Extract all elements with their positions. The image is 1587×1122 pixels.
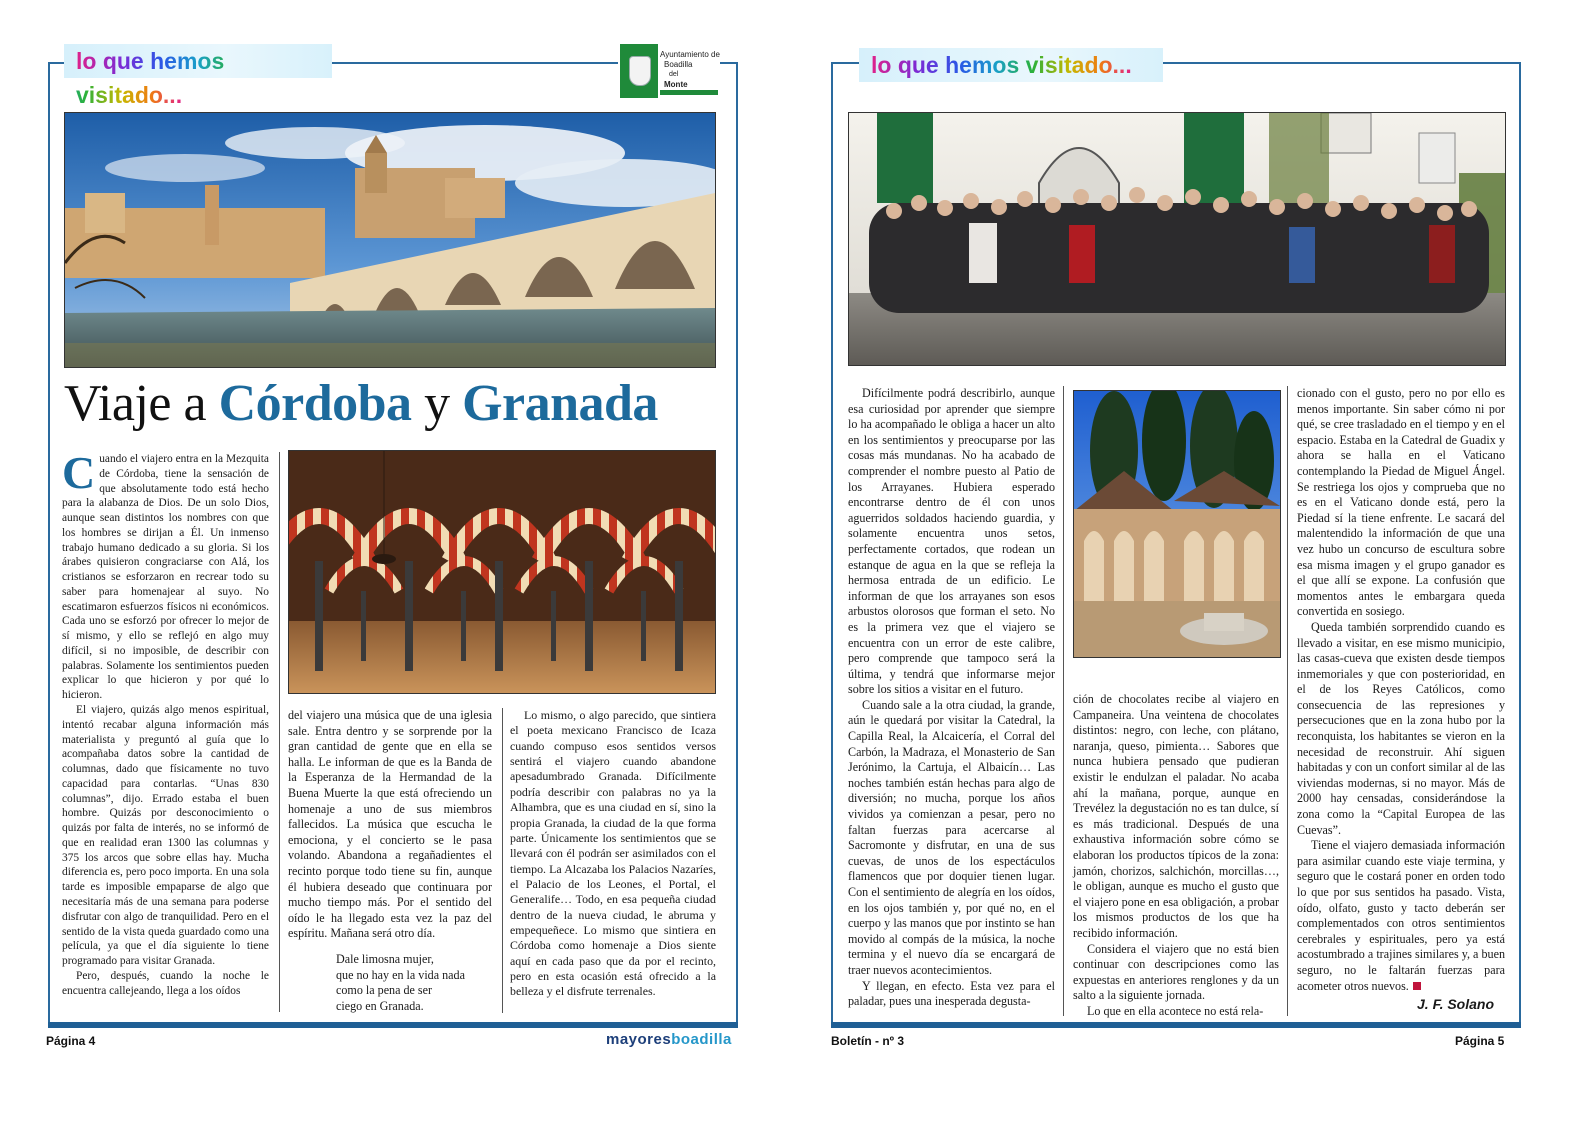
paragraph: Considera el viajero que no está bien continuar con descripciones como las expuestas en anteriores renglones y da un salto a la siguiente jornada.	[1073, 941, 1279, 1003]
column-divider	[1063, 386, 1064, 1016]
paragraph: cionado con el gusto, pero no por ello es menos importante. Sin saber cómo ni por qué, se cree trasladado en el tiempo y en el espacio. Estaba en la Catedral de Guadix y ahora se halla en el Vaticano contemplando la Piedad de Miguel Ángel. Se restriega los ojos y comprueba que no es en el Vaticano donde está, pero la Piedad sí la tiene enfrente. Le sacará del malentendido la información de que una vez hubo un concurso de escultura sobre esa misma imagen y el grupo ganador es el que allí se expone. La confusión que momentos antes le embargara queda convertida en sosiego.	[1297, 386, 1505, 619]
logo-line-2: Boadilla	[664, 60, 693, 69]
frame-top-line	[48, 62, 64, 64]
section-banner	[859, 48, 1163, 82]
logo-line-1: Ayuntamiento de	[660, 50, 720, 59]
section-banner-text: lo que hemos visitado...	[871, 52, 1132, 78]
frame-left-line	[831, 62, 833, 1026]
frame-right-line	[1519, 62, 1521, 1026]
section-banner	[64, 44, 332, 108]
paragraph: El viajero, quizás algo menos espiritual, intentó recabar alguna información más materialista y preguntó al guía que lo acompañaba datos sobre la cantidad de columnas, dado que físicamente no tuvo capacidad para contarlas. “Unas 830 columnas”, dijo. Errado estaba el buen hombre. Quizás por desconocimiento o quizás por falta de interés, no se informó de que en realidad eran 1300 las columnas y 375 los arcos que sobre ellas hay. Mucha diferencia es, pero poco importa. En una sola tarde es imposible empaparse de algo que necesitaría más de una semana para poderse disfrutar con algo de tranquilidad. Pero en el sentido de la vista queda guardado como una película, ya que el día siguiente lo tiene programado para visitar Granada.	[62, 704, 269, 968]
brand-part-b: boadilla	[671, 1031, 732, 1048]
end-of-article-icon	[1413, 982, 1421, 990]
page-number-4: Página 4	[46, 1034, 96, 1048]
frame-left-line	[48, 62, 50, 1026]
frame-bottom-bar	[831, 1022, 1521, 1028]
paragraph: Pero, después, cuando la noche le encuentra callejeando, llega a los oídos	[62, 969, 269, 997]
paragraph-text: Tiene el viajero demasiada información para asimilar cuando este viaje termina, y seguro que le costará poner en orden todo lo que por sus sentidos ha pasado. Vista, oído, olfato, gusto y tacto deberán ser complementados con otros sentimientos cerebrales y espirituales, pero ya está acostumbrado a trajines similares y, a buen seguro, no le faltarán fuerzas para acometer otros nuevos.	[1297, 838, 1505, 993]
paragraph-text: uando el viajero entra en la Mezquita de Córdoba, tiene la sensación de que absolutamente todo está hecho para la alabanza de Dios. De un solo Dios, aunque sean distintos los nombres con que los hombres se dirijan a Él. Un inmenso trabajo humano dedicado a su gloria. Si los árabes quisieron congraciarse con Alá, los cristianos se esforzaron en recrear todo su saber para homenajear al suyo. No escatimaron esfuerzos físicos ni económicos. Cada uno se esforzó por ofrecer lo mejor de sí mismo, y ello se reflejó en algo muy difícil, si no imposible, de describir con palabras. Solamente los sentimientos pueden explicar lo que hicieron y por qué lo hicieron.	[62, 453, 269, 702]
paragraph: Difícilmente podrá describirlo, aunque esa curiosidad por aprender que siempre lo ha acompañado le obliga a hacer un alto en los sentimientos y preocuparse por las cosas más mundanas. No ha acabado de comprender el nombre puesto al Patio de los Arrayanes. Hubiera esperado encontrarse dentro de él con unos aguerridos soldados haciendo guardia, y solamente encuentra unos setos, perfectamente cortados, que rodean un estanque de agua en la que se refleja la hermosa entrada de un edificio. Le informan de que los arrayanes son esos arbustos olorosos que forman el seto. No es la primera vez que el viajero se encuentra con un error de este calibre, pero comprende que tampoco será la última, y tendrá que informarse mejor sobre los sitios a visitar en el futuro.	[848, 386, 1055, 697]
poem-line: Dale limosna mujer,	[336, 951, 434, 966]
coat-of-arms-icon	[620, 44, 658, 98]
paragraph: Cuando sale a la otra ciudad, la grande, aún le quedará por visitar la Catedral, la Capilla Real, la Alcaicería, el Corral del Carbón, la Madraza, el Monasterio de San Jerónimo, la Cartuja, el Albaicín… Las noches también están hechas para algo de diversión; no mucha, porque los años vividos ya comienzan a pesar, pero no faltan fuerzas para acercarse al Sacromonte y disfrutar, en una de sus cuevas, de unos de los espectáculos flamencos que por doquier tienen lugar. Con el sentimiento de alegría en los oídos, en los ojos también y, por qué no, en el cuerpo y las manos que por instinto se han movido al compás de la música, la noche termina y el nuevo día se encargará de traer nuevos acontecimientos.	[848, 697, 1055, 977]
right-column-3	[1297, 386, 1505, 996]
frame-right-line	[736, 62, 738, 1026]
title-prefix: Viaje a	[64, 375, 219, 432]
frame-bottom-bar	[48, 1022, 738, 1028]
title-city-cordoba: Córdoba	[218, 375, 412, 432]
column-divider	[279, 452, 280, 1012]
column-divider	[1287, 386, 1288, 1016]
paragraph	[1297, 838, 1505, 994]
logo-line-3: del	[669, 71, 679, 78]
poem-line: como la pena de ser	[336, 983, 433, 998]
right-page	[793, 0, 1587, 1122]
section-banner-text: lo que hemos visitado...	[76, 48, 225, 108]
logo-bar	[660, 90, 718, 95]
paragraph: Queda también sorprendido cuando es llevado a visitar, en ese mismo municipio, las casas-cueva que existen desde tiempos inmemoriales y que con posterioridad, en el de los Reyes Católicos, como consecuencia de las represiones y persecuciones que en la zona hubo por la reconquista, los habitantes se vieron en la necesidad de reconstruir. Ahí siguen habitadas y con un confort similar al de las viviendas modernas, si no mayor. Más de 2000 hay censadas, considerándose la zona como la “Capital Europea de las Cuevas”.	[1297, 619, 1505, 837]
title-city-granada: Granada	[462, 375, 658, 432]
paragraph: Lo que en ella acontece no está rela-	[1087, 1003, 1264, 1018]
left-column-2	[288, 708, 492, 1013]
frame-top-line	[330, 62, 618, 64]
poem-line: que no hay en la vida nada	[336, 967, 465, 982]
boadilla-logo	[620, 44, 720, 98]
patio-leones-photo	[1073, 390, 1281, 658]
paragraph: Lo mismo, o algo parecido, que sintiera el poeta mexicano Francisco de Icaza cuando compuso esos sentidos versos sentirá el viajero cuando abandone apesadumbrado Granada. Difícilmente podría describir con palabras no ya la Alhambra, que es una ciudad en sí, sino la propia Granada, la ciudad de la que forma parte. Únicamente los sentimientos que se llevará con él podrán ser asimilados con el tiempo. La Alcazaba los Palacios Nazaríes, el Palacio de los Leones, el Portal, el Generalife… Todo, en esa pequeña ciudad dentro de la nueva ciudad, le abruma y empequeñece. Lo mismo que sintiera en Córdoba como homenaje a Dios siente aquí en cada paso que da por el recinto, pero en esta ocasión está ofrecido a la belleza y el disfrute terrenales.	[510, 708, 716, 999]
drop-cap: C	[62, 447, 96, 498]
cordoba-bridge-photo	[64, 112, 716, 368]
group-photo	[848, 112, 1506, 366]
column-divider	[502, 708, 503, 1013]
article-title	[64, 374, 724, 433]
poem-line: ciego en Granada.	[336, 998, 424, 1013]
brand-mayoresboadilla	[606, 1031, 732, 1048]
paragraph: Y llegan, en efecto. Esta vez para el paladar, pues una inesperada degusta-	[848, 978, 1055, 1009]
mezquita-arches-photo	[288, 450, 716, 694]
left-page	[0, 0, 793, 1122]
right-column-1	[848, 386, 1055, 1016]
brand-part-a: mayores	[606, 1031, 672, 1048]
paragraph	[62, 447, 269, 703]
title-joiner: y	[411, 375, 463, 432]
author-signature: J. F. Solano	[1417, 996, 1495, 1012]
paragraph: ción de chocolates recibe al viajero en Campaneira. Una veintena de chocolates distintos: negro, con leche, con plátano, naranja, queso, pimienta… Sabores que nunca hubiera pensado que pudieran existir le endulzan el paladar. No acaba ahí la mañana, porque, aunque en Trevélez la degustación no es tan dulce, sí es más tradicional. Después de una exhaustiva información sobre cómo se elaboran los productos típicos de la zona: jamón, chorizos, salchichón, morcillas…, le obligan, aunque es mucho el gusto que el viajero pone en esa obligación, a probar los mismos productos de los que ha recibido información.	[1073, 692, 1279, 940]
left-column-1	[62, 447, 269, 1012]
frame-top-line	[1163, 62, 1521, 64]
issue-number: Boletín - nº 3	[831, 1034, 905, 1048]
poem	[336, 952, 492, 1014]
paragraph: del viajero una música que de una iglesia sale. Entra dentro y se sorprende por la gran cantidad de gente que en ella se halla. Le informan de que es la Banda de la Esperanza de la Hermandad de la Buena Muerte la que está ofreciendo un homenaje a uno de sus miembros fallecidos. La música que escucha le emociona, y el concierto se le pasa volando. Abandona a regañadientes el recinto porque todo tiene su fin, aunque él hubiera deseado que continuara por mucho tiempo más. Por el sentido del oído le ha llegado esta vez la paz del espíritu. Mañana será otro día.	[288, 708, 492, 941]
frame-top-line	[831, 62, 859, 64]
left-column-3	[510, 708, 716, 1013]
logo-line-4: Monte	[664, 80, 688, 89]
right-column-2	[1073, 692, 1279, 1018]
page-number-5: Página 5	[1455, 1034, 1505, 1048]
